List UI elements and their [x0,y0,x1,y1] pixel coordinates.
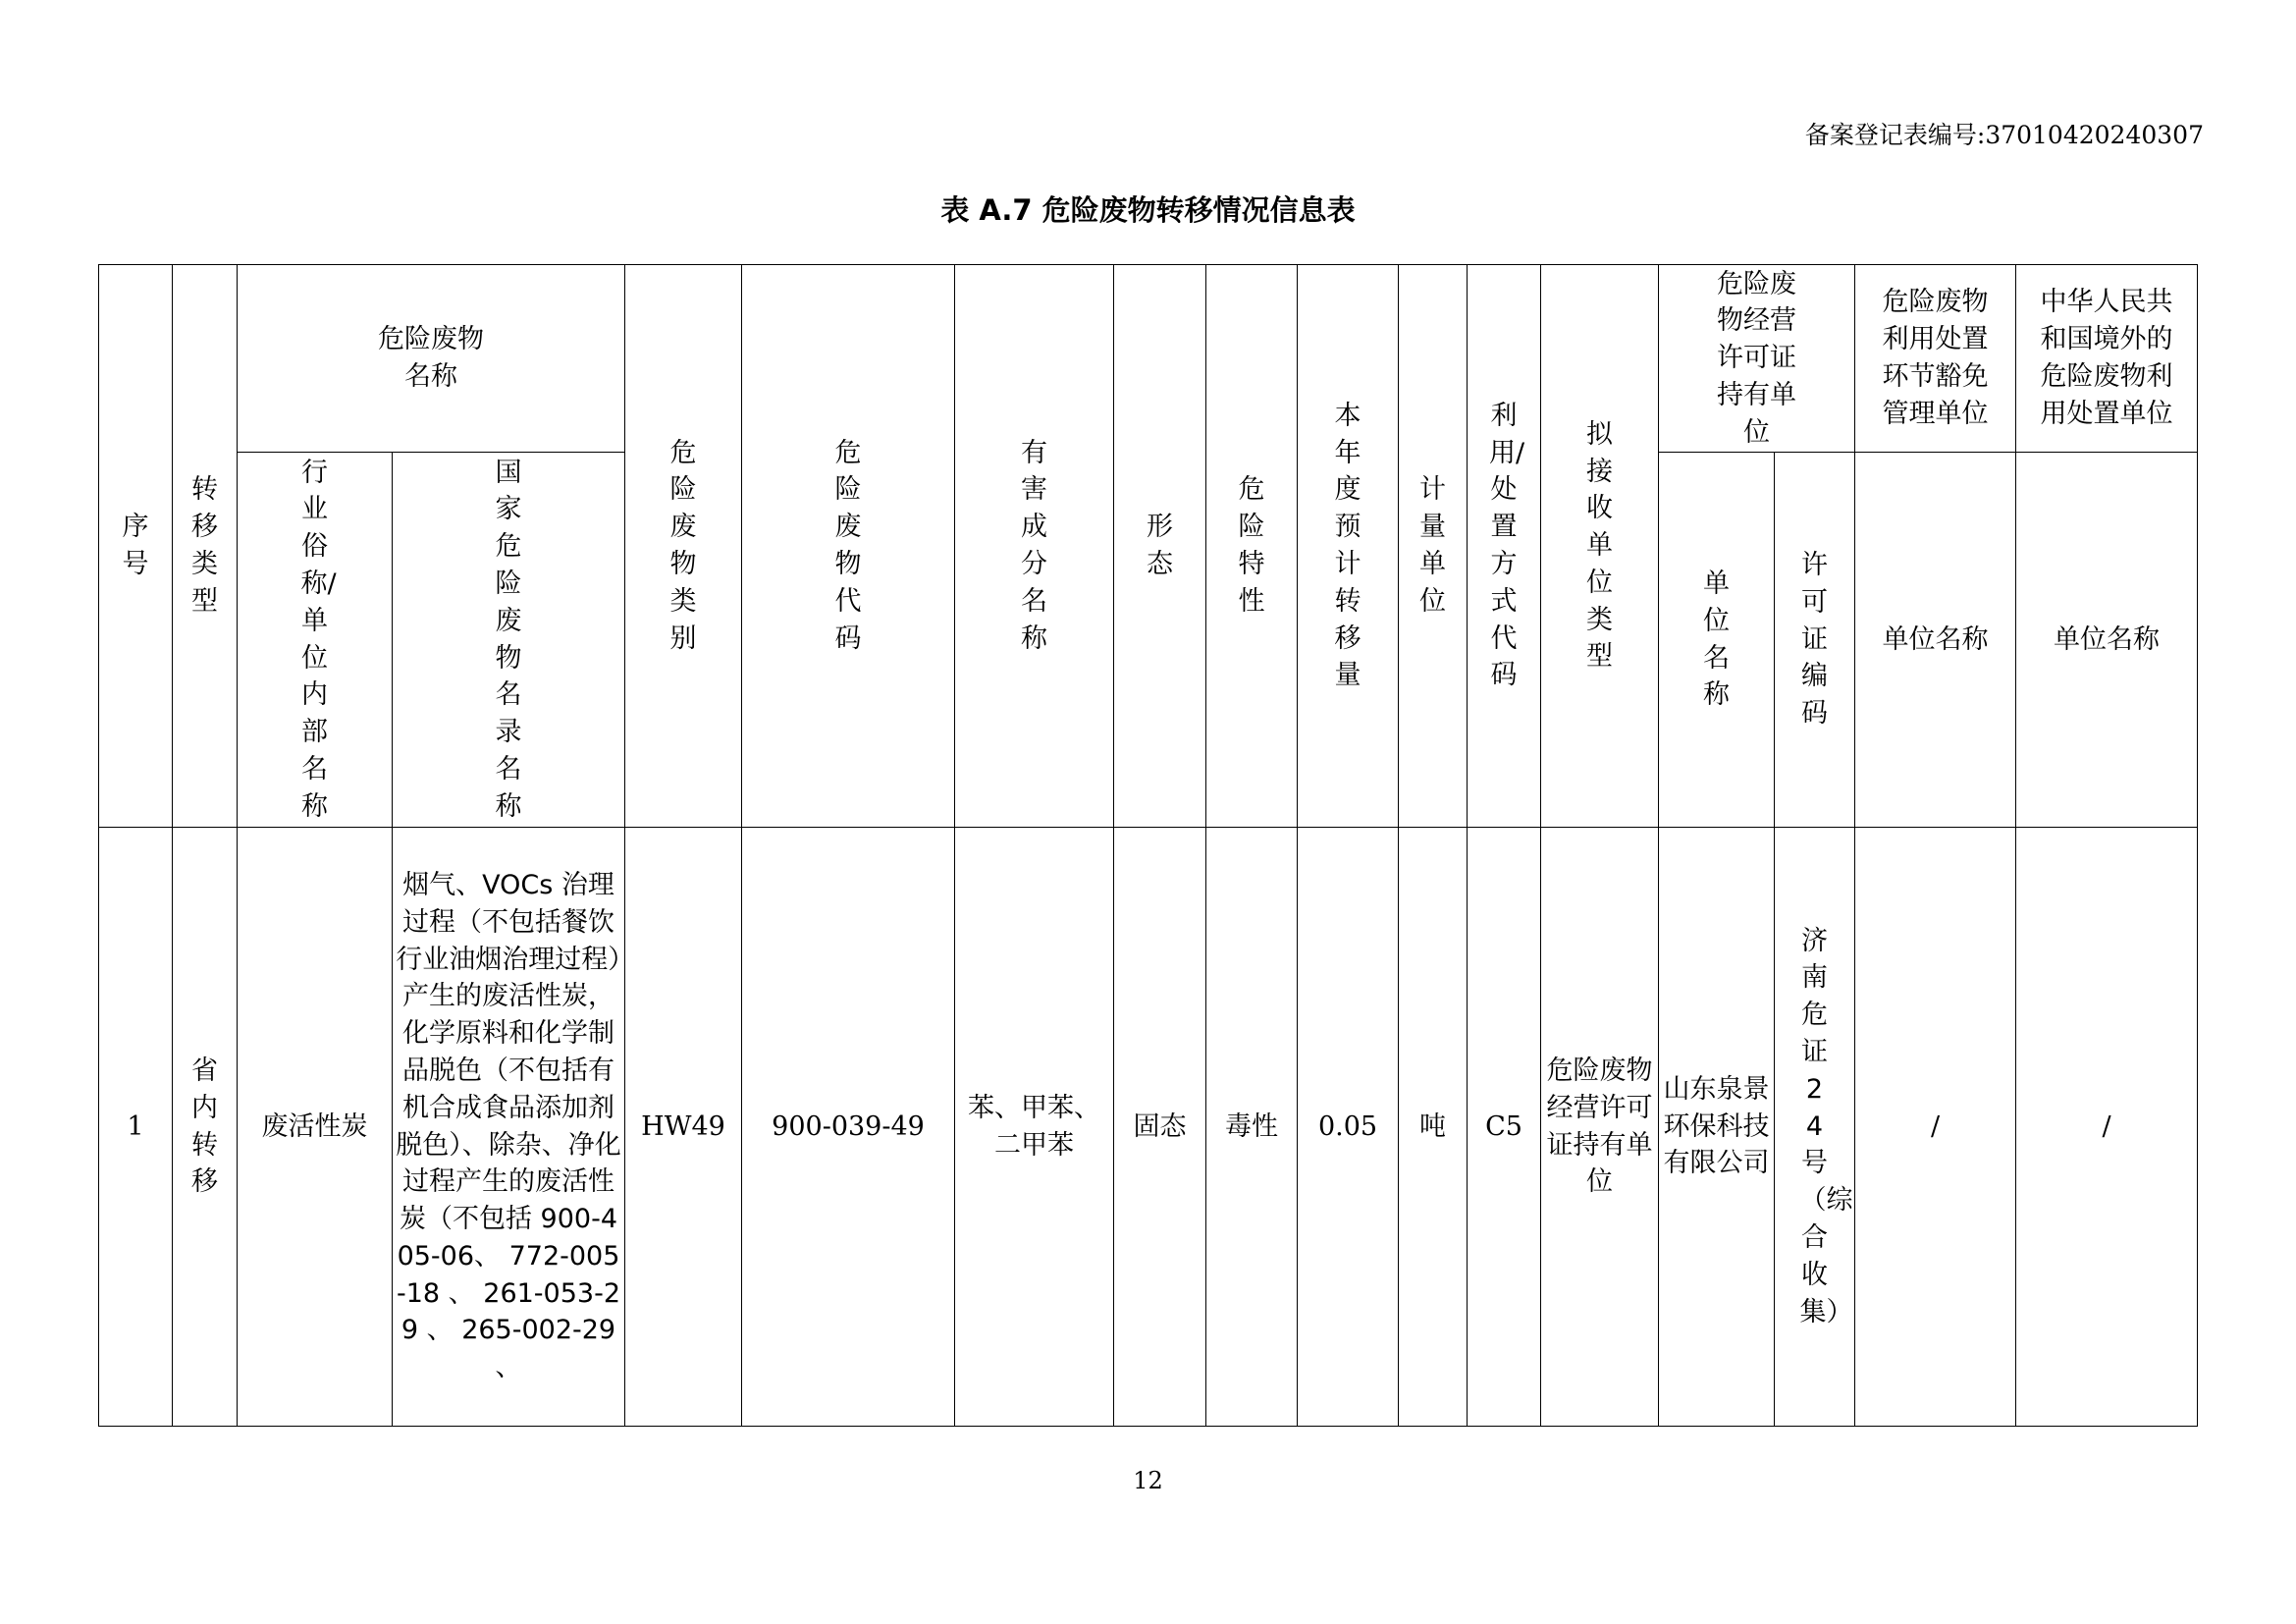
header-national-name: 国家危险废物名录名称 [393,453,625,828]
cell-receiver-type: 危险废物经营许可证持有单位 [1541,828,1659,1427]
cell-transfer-type: 省内转移 [173,828,238,1427]
header-transfer-type: 转移类型 [173,265,238,828]
header-license-no: 许可证编码 [1775,453,1855,828]
cell-license-no: 济南危证24号（综合收集） [1775,828,1855,1427]
header-form: 形态 [1114,265,1206,828]
header-waste-name: 危险废物名称 [238,265,625,453]
cell-industry-name: 废活性炭 [238,828,393,1427]
header-code: 危险废物代码 [742,265,955,828]
header-exempt-unit: 危险废物利用处置环节豁免管理单位 [1855,265,2016,453]
header-unit: 计量单位 [1399,265,1468,828]
cell-hazard: 毒性 [1206,828,1298,1427]
cell-national-name: 烟气、VOCs 治理过程（不包括餐饮行业油烟治理过程）产生的废活性炭，化学原料和化学制品脱色（不包括有机合成食品添加剂脱色）、除杂、净化过程产生的废活性炭（不包括 900-405-06、 772-005-18 、 261-053-29 、 265-002-29 、 [393,828,625,1427]
header-receiver-type: 拟接收单位类型 [1541,265,1659,828]
registration-number: 备案登记表编号:37010420240307 [1804,121,2204,149]
cell-code: 900-039-49 [742,828,955,1427]
table-title: 表 A.7 危险废物转移情况信息表 [940,193,1356,227]
cell-seq: 1 [99,828,173,1427]
header-licensed-holder: 危险废物经营许可证持有单位 [1659,265,1855,453]
cell-method: C5 [1468,828,1541,1427]
cell-holder-name: 山东泉景环保科技有限公司 [1659,828,1775,1427]
header-harmful-components: 有害成分名称 [955,265,1114,828]
cell-unit: 吨 [1399,828,1468,1427]
page-number: 12 [1133,1467,1163,1494]
cell-quantity: 0.05 [1298,828,1399,1427]
header-quantity: 本年度预计转移量 [1298,265,1399,828]
cell-exempt-unit-name: / [1855,828,2016,1427]
header-method: 利用/处置方式代码 [1468,265,1541,828]
header-hazard: 危险特性 [1206,265,1298,828]
header-seq: 序号 [99,265,173,828]
header-industry-name: 行业俗称/单位内部名称 [238,453,393,828]
header-foreign-unit: 中华人民共和国境外的危险废物利用处置单位 [2016,265,2198,453]
cell-harmful-components: 苯、甲苯、二甲苯 [955,828,1114,1427]
table-row [99,828,2198,1427]
header-exempt-unit-name: 单位名称 [1855,453,2016,828]
cell-form: 固态 [1114,828,1206,1427]
cell-category: HW49 [625,828,742,1427]
header-holder-name: 单位名称 [1659,453,1775,828]
header-foreign-unit-name: 单位名称 [2016,453,2198,828]
hazardous-waste-transfer-table [98,264,2198,1427]
cell-foreign-unit-name: / [2016,828,2198,1427]
header-category: 危险废物类别 [625,265,742,828]
